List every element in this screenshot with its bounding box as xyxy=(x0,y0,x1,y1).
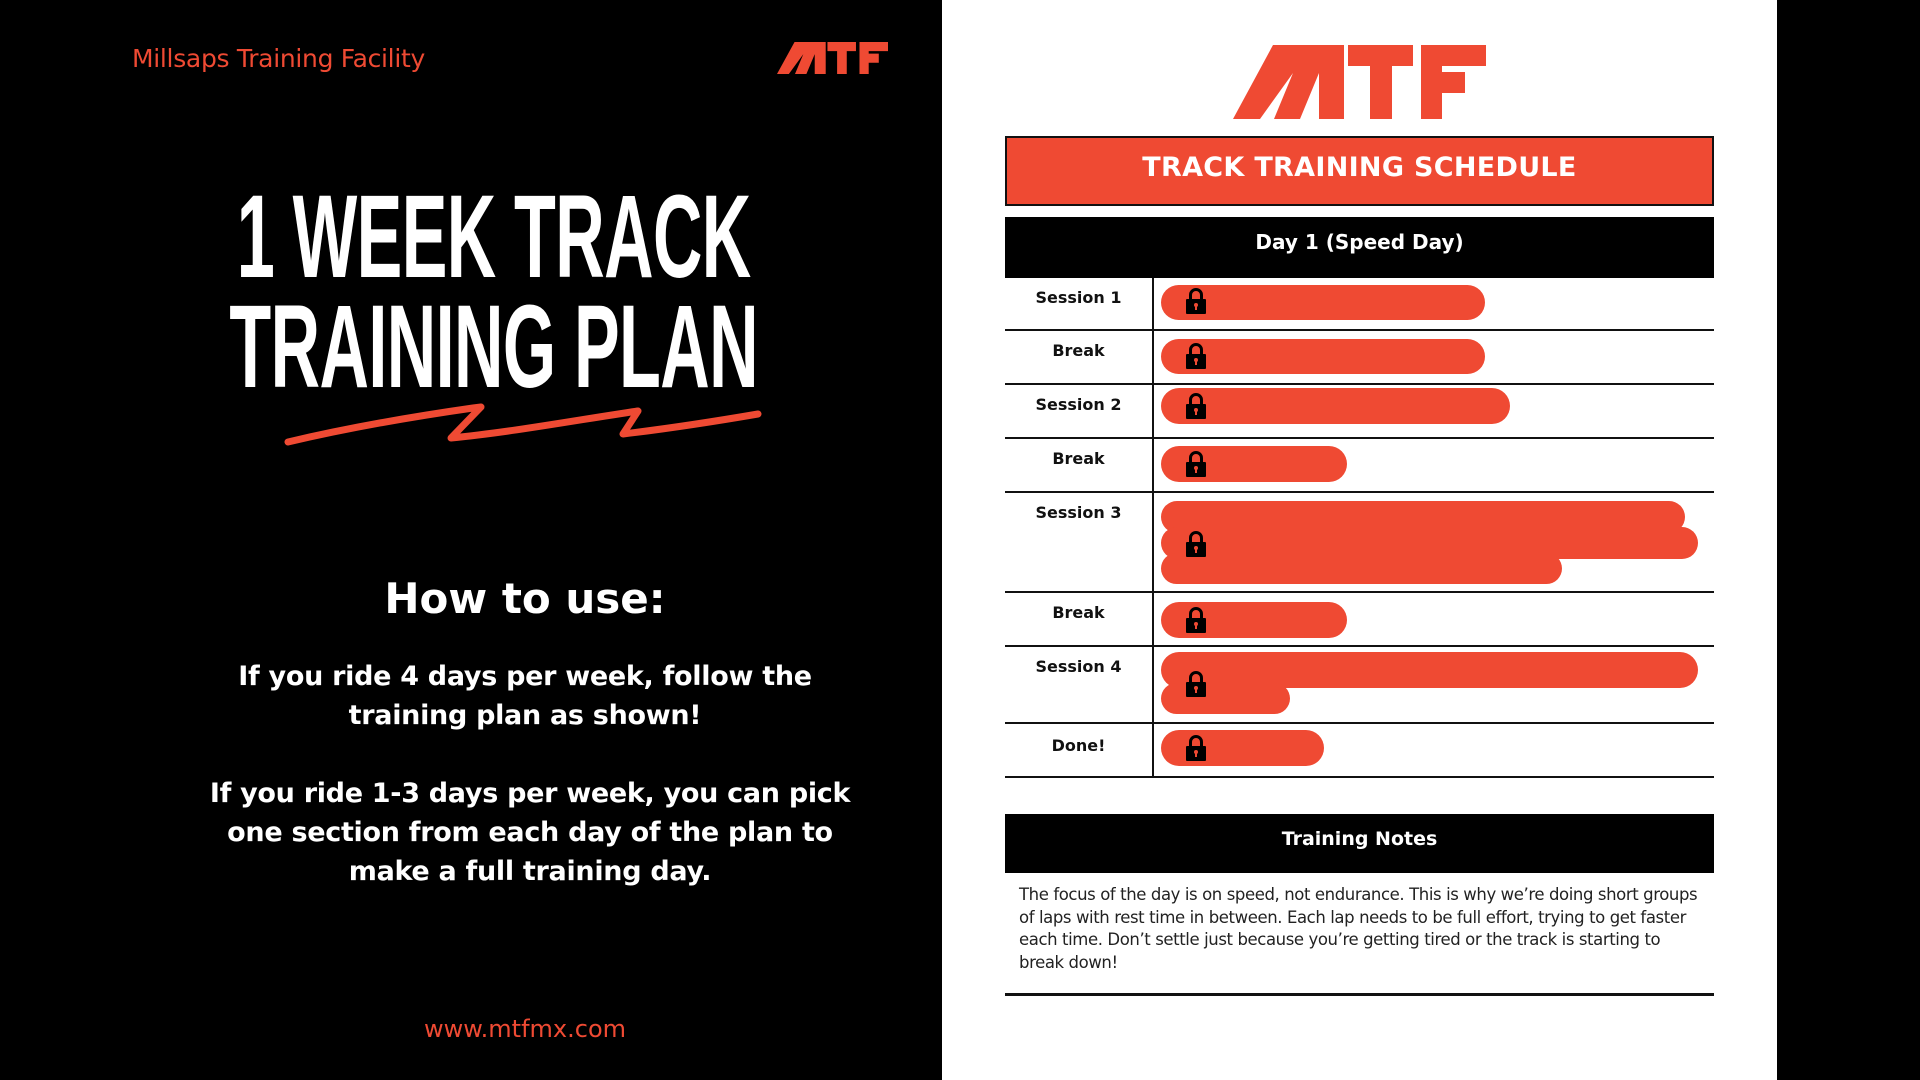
row-label: Session 2 xyxy=(1035,395,1122,414)
facility-name: Millsaps Training Facility xyxy=(132,44,425,73)
title-line-1: 1 WEEK TRACK xyxy=(236,171,751,303)
redacted-cell xyxy=(1152,724,1714,776)
website-link[interactable]: www.mtfmx.com xyxy=(423,1015,627,1043)
row-label: Session 3 xyxy=(1035,503,1122,522)
table-row xyxy=(1005,439,1714,493)
lock-icon xyxy=(1185,451,1207,477)
row-label: Session 1 xyxy=(1035,288,1122,307)
schedule-title: TRACK TRAINING SCHEDULE xyxy=(1005,136,1714,206)
redacted-cell xyxy=(1152,385,1714,437)
table-row xyxy=(1005,493,1714,593)
redaction-bar xyxy=(1161,683,1290,714)
squiggle-underline xyxy=(283,394,766,448)
how-to-heading: How to use: xyxy=(384,574,666,623)
redacted-cell xyxy=(1152,439,1714,491)
training-notes-header: Training Notes xyxy=(1005,814,1714,873)
table-row xyxy=(1005,724,1714,778)
redaction-bar xyxy=(1161,285,1485,320)
schedule-table xyxy=(1005,278,1714,778)
row-label: Session 4 xyxy=(1035,657,1122,676)
day-header: Day 1 (Speed Day) xyxy=(1005,217,1714,278)
row-label: Break xyxy=(1052,603,1105,622)
redaction-bar xyxy=(1161,553,1562,584)
redaction-bar xyxy=(1161,339,1485,374)
redacted-cell xyxy=(1152,331,1714,383)
lock-icon xyxy=(1185,671,1207,697)
lock-icon xyxy=(1185,607,1207,633)
table-row xyxy=(1005,278,1714,331)
lock-icon xyxy=(1185,735,1207,761)
table-row xyxy=(1005,331,1714,385)
divider xyxy=(1005,993,1714,996)
table-row xyxy=(1005,385,1714,439)
row-label: Break xyxy=(1052,449,1105,468)
row-label: Break xyxy=(1052,341,1105,360)
lock-icon xyxy=(1185,531,1207,557)
table-row xyxy=(1005,647,1714,724)
table-row xyxy=(1005,593,1714,647)
redacted-cell xyxy=(1152,278,1714,329)
redacted-cell xyxy=(1152,493,1714,591)
lock-icon xyxy=(1185,393,1207,419)
redaction-bar xyxy=(1161,388,1510,424)
plan-title xyxy=(221,171,767,413)
title-line-2: TRAINING PLAN xyxy=(229,281,758,413)
row-label: Done! xyxy=(1051,736,1106,755)
schedule-panel xyxy=(942,0,1777,1080)
left-panel xyxy=(0,0,942,1080)
right-margin xyxy=(1777,0,1920,1080)
instruction-paragraph-2: If you ride 1-3 days per week, you can pick one section from each day of the plan to make a full training day. xyxy=(209,778,851,887)
lock-icon xyxy=(1185,288,1207,314)
redacted-cell xyxy=(1152,593,1714,645)
mtf-logo-large xyxy=(1233,45,1486,119)
instruction-paragraph-1: If you ride 4 days per week, follow the training plan as shown! xyxy=(238,661,812,731)
training-notes-text: The focus of the day is on speed, not endurance. This is why we’re doing short groups of laps with rest time in between. Each lap needs to be full effort, trying to get faster each time. Don’t settle just because you’re getting tired or the track is starting to break down! xyxy=(1019,885,1698,972)
mtf-logo-small xyxy=(777,42,888,74)
lock-icon xyxy=(1185,343,1207,369)
redacted-cell xyxy=(1152,647,1714,722)
